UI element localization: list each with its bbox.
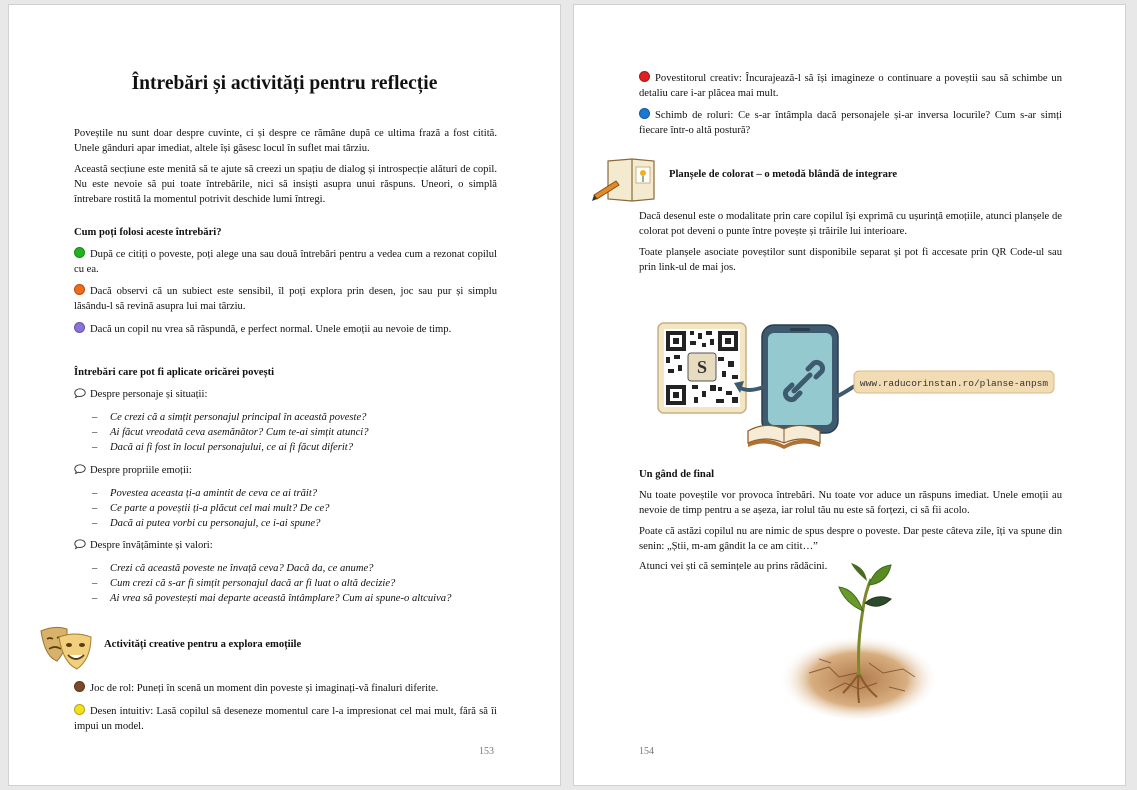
qr-link-illustration — [656, 321, 1061, 451]
question-group-label: Despre personaje și situații: — [74, 387, 207, 402]
sprout-illustration — [779, 563, 939, 721]
activity-item: Joc de rol: Puneți în scenă un moment din poveste și imaginați-vă finaluri diferite. — [74, 681, 497, 696]
final-paragraph-3: Atunci vei ști că semințele au prins rădăcini. — [639, 561, 828, 572]
speech-bubble-icon — [74, 539, 86, 549]
how-heading: Cum poți folosi aceste întrebări? — [74, 227, 222, 238]
how-item: Dacă un copil nu vrea să răspundă, e perfect normal. Unele emoții au nevoie de timp. — [74, 322, 497, 337]
question-item: – Cum crezi că s-ar fi simțit personajul dacă ar fi luat o altă decizie? — [92, 578, 396, 589]
page-number: 153 — [479, 746, 494, 757]
coloring-heading: Planșele de colorat – o metodă blândă de integrare — [669, 169, 898, 180]
coloring-book-icon — [592, 155, 658, 211]
final-paragraph-1: Nu toate poveștile vor provoca întrebări. Nu toate vor aduce un răspuns imediat. Unele emoții au nevoie de timp pentru a se așeza, iar rolul tău nu este să forțezi, ci să fii acolo. — [639, 490, 1062, 516]
blue-circle-icon — [639, 108, 650, 119]
right-page — [573, 4, 1126, 786]
coloring-paragraph-2: Toate planșele asociate poveștilor sunt disponibile separat și pot fi accesate prin QR Code-ul sau prin link-ul de mai jos. — [639, 247, 1062, 273]
link-url: www.raducorinstan.ro/planse-anpsm — [859, 378, 1049, 389]
intro-paragraph-2: Această secțiune este menită să te ajute să creezi un spațiu de dialog și introspecție alături de copil. Nu este nevoie să pui toate întrebările, nici să insiști asupra unui răspuns. Uneori, o simplă întrebare rostită la momentul potrivit deschide lumi întregi. — [74, 164, 497, 205]
left-page — [8, 4, 561, 786]
question-group-label: Despre învățăminte și valori: — [74, 538, 213, 553]
coloring-paragraph-1: Dacă desenul este o modalitate prin care copilul își exprimă cu ușurință emoțiile, atunci planșele de colorat pot deveni o punte între povește și trăirile lui interioare. — [639, 211, 1062, 237]
activity-item: Desen intuitiv: Lasă copilul să deseneze momentul care l-a impresionat cel mai mult, fără să îi impui un model. — [74, 706, 497, 732]
green-circle-icon — [74, 247, 85, 258]
question-group-label: Despre propriile emoții: — [74, 463, 192, 478]
page-number: 154 — [639, 746, 654, 757]
speech-bubble-icon — [74, 464, 86, 474]
brown-circle-icon — [74, 681, 85, 692]
questions-heading: Întrebări care pot fi aplicate oricărei povești — [74, 367, 275, 378]
question-item: – Dacă ai putea vorbi cu personajul, ce i-ai spune? — [92, 518, 321, 529]
how-item: Dacă observi că un subiect este sensibil, îl poți explora prin desen, joc sau pur și simplu lăsându-l să revină asupra lui mai târziu. — [74, 286, 497, 312]
page-title: Întrebări și activități pentru reflecție — [131, 73, 438, 94]
question-item: – Crezi că această poveste ne învață ceva? Dacă da, ce anume? — [92, 563, 374, 574]
orange-circle-icon — [74, 284, 85, 295]
question-item: – Ce crezi că a simțit personajul principal în această poveste? — [92, 412, 367, 423]
yellow-circle-icon — [74, 704, 85, 715]
final-heading: Un gând de final — [639, 469, 715, 480]
intro-paragraph-1: Poveștile nu sunt doar despre cuvinte, ci și despre ce rămâne după ce ultima frază a fost citită. Unele gânduri apar imediat, altele își găsesc locul în suflet mai târziu. — [74, 128, 497, 154]
question-item: – Ai făcut vreodată ceva asemănător? Cum te-ai simțit atunci? — [92, 427, 369, 438]
how-item: După ce citiți o poveste, poți alege una sau două întrebări pentru a vedea cum a rezonat copilul cu ea. — [74, 249, 497, 275]
purple-circle-icon — [74, 322, 85, 333]
activity-item: Povestitorul creativ: Încurajează-l să își imagineze o continuare a poveștii sau să schimbe un detaliu care i-ar plăcea mai mult. — [639, 73, 1062, 99]
final-paragraph-2: Poate că astăzi copilul nu are nimic de spus despre o poveste. Dar peste câteva zile, îți va spune din senin: „Știi, m-am gândit la ce am citit…” — [639, 526, 1062, 552]
activities-heading: Activități creative pentru a explora emoțiile — [104, 639, 302, 650]
question-item: – Povestea aceasta ți-a amintit de ceva ce ai trăit? — [92, 488, 318, 499]
speech-bubble-icon — [74, 388, 86, 398]
red-circle-icon — [639, 71, 650, 82]
theater-masks-icon — [37, 623, 97, 673]
activity-item: Schimb de roluri: Ce s-ar întâmpla dacă personajele și-ar inversa locurile? Cum s-ar simți fiecare într-o altă postură? — [639, 110, 1062, 136]
question-item: – Dacă ai fi fost în locul personajului, ce ai fi făcut diferit? — [92, 442, 354, 453]
qr-center-letter: S — [696, 357, 708, 377]
question-item: – Ai vrea să povestești mai departe această întâmplare? Cum ai spune-o altcuiva? — [92, 593, 452, 604]
question-item: – Ce parte a poveștii ți-a plăcut cel mai mult? De ce? — [92, 503, 330, 514]
